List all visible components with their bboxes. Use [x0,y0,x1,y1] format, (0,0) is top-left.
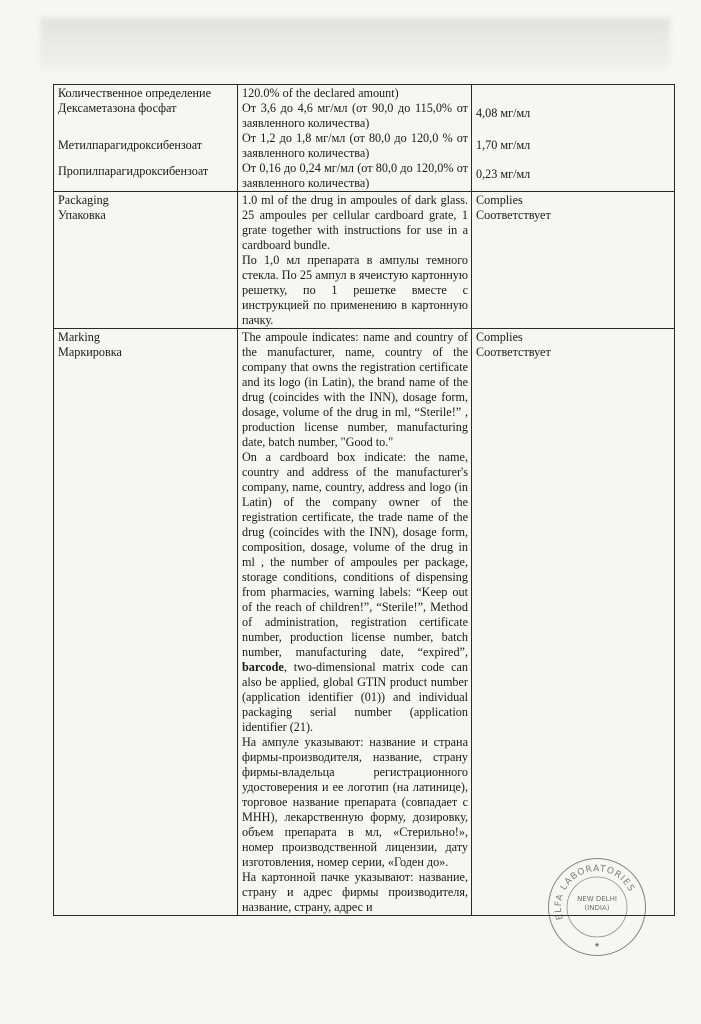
packaging-spec-en: 1.0 ml of the drug in ampoules of dark glass. 25 ampoules per cellular cardboard grate, 1 grate together with instructions for use in a cardboard bundle. [242,193,468,252]
assay-item-result: 1,70 мг/мл [476,138,531,152]
assay-item-result: 0,23 мг/мл [476,167,531,181]
marking-label-cell [54,329,238,916]
packaging-label-en: Packaging [58,193,109,207]
seal-city: NEW DELHI [577,895,617,903]
assay-item-spec: От 3,6 до 4,6 мг/мл (от 90,0 до 115,0% от заявленного количества) [242,101,468,130]
packaging-result-cell [472,192,675,329]
marking-spec-ru-ampoule: На ампуле указывают: название и страна фирмы-производителя, название, страну фирмы-владельца регистрационного удостоверения и ее логотип (на латинице), торговое название препарата (совпадает с МНН), лекарственную форму, дозировку, объем препарата в мл, «Стерильно!», номер производственной лицензии, дату изготовления, номер серии, «Годен до». [242,735,468,869]
specification-table [53,84,675,916]
assay-result-cell [472,85,675,192]
marking-result-ru: Соответствует [476,345,551,359]
assay-label-cell [54,85,238,192]
marking-spec-en-box-text: On a cardboard box indicate: the name, country and address of the manufacturer's company, name, country, address and logo (in Latin) of the company owner of the registration certificate, the trade name of the drug (coincides with the INN), dosage form, composition, dosage, volume of the drug in ml , the number of ampoules per package, storage conditions, conditions of dispensing from pharmacies, warning labels: “Keep out of the reach of children!”, “Sterile!”, Method of administration, registration certificate number, production license number, batch number, manufacturing date, “expired”, [242,450,468,659]
marking-result-en: Complies [476,330,523,344]
assay-item-result: 4,08 мг/мл [476,106,531,120]
marking-spec-en-box-tail: , two-dimensional matrix code can also be applied, global GTIN product number (application identifier (01)) and individual packaging serial number (application identifier (21). [242,660,468,734]
marking-result-cell [472,329,675,916]
assay-item-spec: От 1,2 до 1,8 мг/мл (от 80,0 до 120,0 % от заявленного количества) [242,131,468,160]
assay-spec-cell [238,85,472,192]
packaging-result-ru: Соответствует [476,208,551,222]
assay-row [54,85,675,192]
packaging-label-cell [54,192,238,329]
marking-label-en: Marking [58,330,100,344]
seal-star: ★ [593,941,601,949]
packaging-spec-cell [238,192,472,329]
packaging-spec-ru: По 1,0 мл препарата в ампулы темного стекла. По 25 ампул в ячеистую картонную решетку, по 1 решетке вместе с инструкцией по применению в картонную пачку. [242,253,468,327]
barcode-term: barcode [242,660,284,674]
marking-label-ru: Маркировка [58,345,122,359]
packaging-label-ru: Упаковка [58,208,106,222]
marking-spec-en-ampoule: The ampoule indicates: name and country of the manufacturer, name, country of the company that owns the registration certificate and its logo (in Latin), the brand name of the drug (coincides with the INN), dosage form, dosage, volume of the drug in ml, “Sterile!” , production license number, manufacturing date, batch number, "Good to." [242,330,468,449]
company-seal-stamp [548,858,646,956]
assay-item-name: Метилпарагидроксибензоат [58,138,203,152]
packaging-row [54,192,675,329]
marking-spec-ru-box: На картонной пачке указывают: название, страну и адрес фирмы производителя, название, страну, адрес и [242,870,468,914]
packaging-result-en: Complies [476,193,523,207]
seal-ring-text: ELFA LABORATORIES [553,864,637,921]
assay-label: Количественное определение [58,86,211,100]
seal-inner-text [575,895,619,913]
assay-item-spec: От 0,16 до 0,24 мг/мл (от 80,0 до 120,0% от заявленного количества) [242,161,468,190]
header-scan-smudge [40,18,670,68]
assay-item-name: Пропилпарагидроксибензоат [58,164,209,178]
marking-spec-en-box [242,450,468,735]
marking-row [54,329,675,916]
marking-spec-cell [238,329,472,916]
assay-item-name: Дексаметазона фосфат [58,101,177,115]
seal-country: (INDIA) [584,904,610,912]
assay-spec-header: 120.0% of the declared amount) [242,86,399,100]
